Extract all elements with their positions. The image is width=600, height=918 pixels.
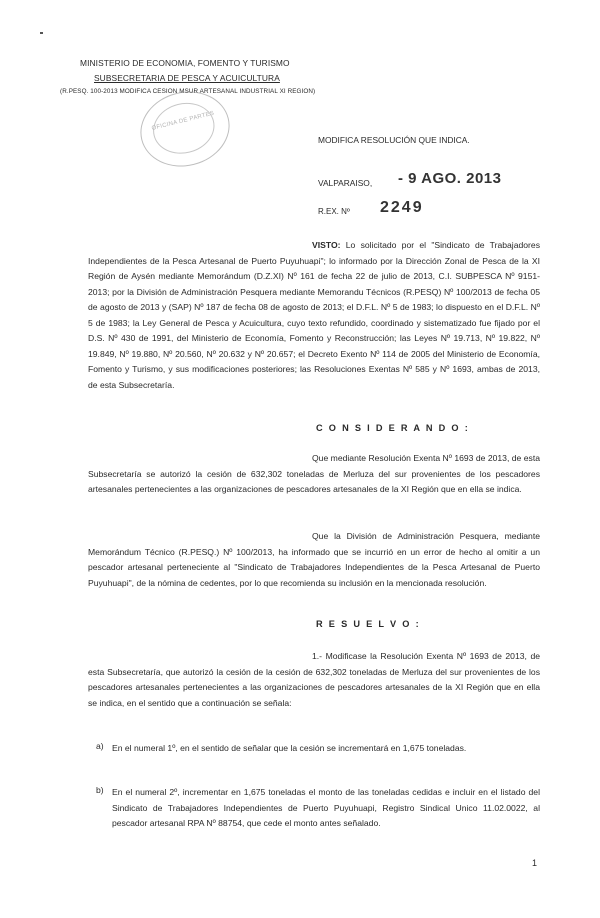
date-place: VALPARAISO, (318, 178, 373, 188)
resolution-title: MODIFICA RESOLUCIÓN QUE INDICA. (318, 135, 470, 145)
rex-label: R.EX. Nº (318, 207, 350, 216)
visto-label: VISTO: (312, 240, 341, 250)
scan-mark (40, 32, 43, 34)
item-a-label: a) (96, 741, 104, 751)
date-stamp: - 9 AGO. 2013 (398, 170, 502, 187)
visto-paragraph (88, 238, 540, 393)
stamp-text: OFICINA DE PARTES (151, 110, 215, 132)
rex-number: 2249 (380, 199, 424, 216)
resuelvo-heading: R E S U E L V O : (316, 619, 421, 629)
item-a-text: En el numeral 1º, en el sentido de señalar que la cesión se incrementará en 1,675 toneladas. (112, 743, 467, 753)
office-stamp (132, 82, 237, 176)
considerando-heading: C O N S I D E R A N D O : (316, 423, 470, 433)
resuelvo-paragraph-1: 1.- Modificase la Resolución Exenta Nº 1693 de 2013, de esta Subsecretaría, que autorizó la cesión de la cesión de 632,302 toneladas de Merluza del sur provenientes de los pescadores artesanales pertenecientes a las organizaciones de pescadores artesanales de la XI Región que en ella se indica, en el sentido que a continuación se señala: (88, 651, 540, 708)
ministry-header: MINISTERIO DE ECONOMIA, FOMENTO Y TURISMO (80, 58, 290, 68)
page-number: 1 (532, 858, 538, 868)
considerando-paragraph-2: Que la División de Administración Pesquera, mediante Memorándum Técnico (R.PESQ.) Nº 100/2013, ha informado que se incurrió en un error de hecho al omitir a un pescador artesanal perteneciente al "Sindicato de Trabajadores Independientes de la Pesca Artesanal de Puerto Puyuhuapi", de la nómina de cedentes, por lo que recomienda su inclusión en la mencionada resolución. (88, 531, 540, 588)
visto-text: Lo solicitado por el "Sindicato de Trabajadores Independientes de la Pesca Artesanal de Puerto Puyuhuapi"; lo informado por la Dirección Zonal de Pesca de la XI Región de Aysén mediante Memorándum (D.Z.XI) Nº 161 de fecha 22 de julio de 2013, C.I. SUBPESCA Nº 9151-2013; por la División de Administración Pesquera mediante Memorandu Técnicos (R.PESQ) Nº 100/2013 de fecha 05 de agosto de 2013 y (SAP) Nº 187 de fecha 08 de agosto de 2013; el D.F.L. Nº 5 de 1983; lo dispuesto en el D.F.L. Nº 5 de 1983; la Ley General de Pesca y Acuicultura, cuyo texto refundido, coordinado y sistematizado fue fijado por el D.S. Nº 430 de 1991, del Ministerio de Economía, Fomento y Reconstrucción; las Leyes Nº 19.713, Nº 19.822, Nº 19.849, Nº 19.880, Nº 20.560, Nº 20.632 y Nº 20.657; el Decreto Exento Nº 114 de 2005 del Ministerio de Economía, Fomento y Turismo, y sus modificaciones posteriores; las Resoluciones Exentas Nº 585 y Nº 1693, ambas de 2013, de esta Subsecretaría. (88, 240, 540, 390)
considerando-paragraph-1: Que mediante Resolución Exenta Nº 1693 de 2013, de esta Subsecretaría se autorizó la cesión de 632,302 toneladas de Merluza del sur provenientes de los pescadores artesanales pertenecientes a las organizaciones de pescadores artesanales de la XI Región que en ella se indica. (88, 453, 540, 494)
item-b-label: b) (96, 785, 104, 795)
subsecretaria-header: SUBSECRETARIA DE PESCA Y ACUICULTURA (94, 73, 280, 83)
document-reference: (R.PESQ. 100-2013 MODIFICA CESION MSUR ARTESANAL INDUSTRIAL XI REGION) (60, 88, 316, 95)
item-b-text: En el numeral 2º, incrementar en 1,675 toneladas el monto de las toneladas cedidas e incluir en el listado del Sindicato de Trabajadores Independientes de Puerto Puyuhuapi, Registro Sindical Unico 11.02.0022, al pescador artesanal RPA Nº 88754, que cede el monto antes señalado. (112, 787, 540, 828)
